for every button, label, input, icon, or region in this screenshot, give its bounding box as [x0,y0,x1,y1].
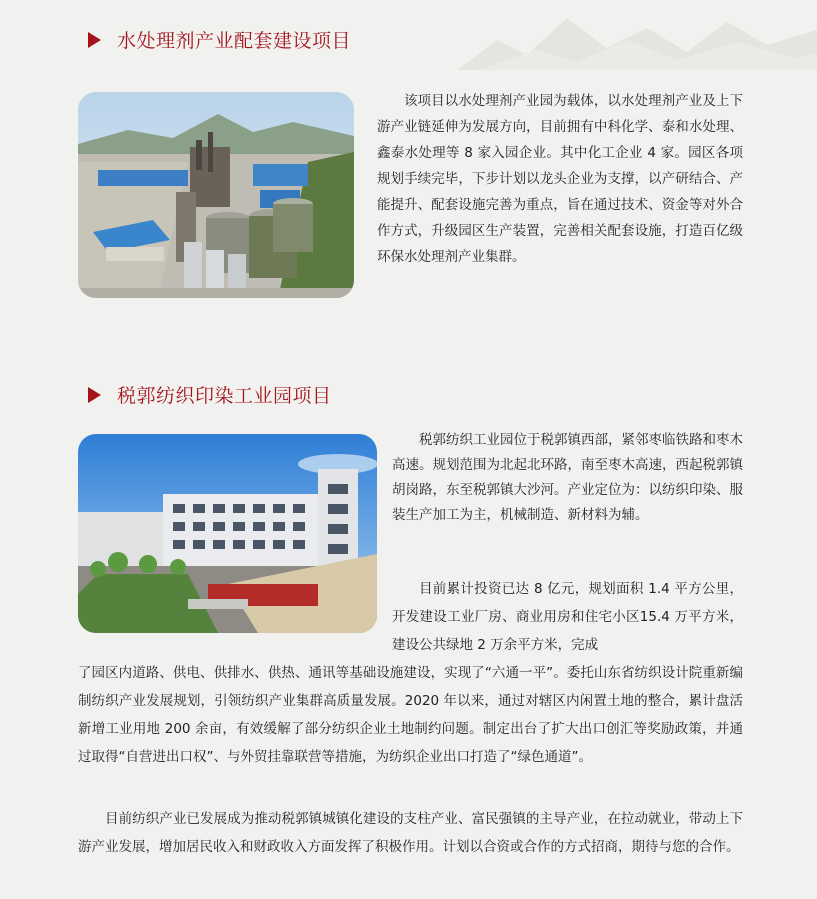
section2-description-location: 税郭纺织工业园位于税郭镇西部，紧邻枣临铁路和枣木高速。规划范围为北起北环路，南至枣木高速，西起税郭镇胡岗路，东至税郭镇大沙河。产业定位为：以纺织印染、服装生产加工为主，机械制造、新材料为辅。 [392,432,743,523]
triangle-right-icon [88,32,101,48]
mountain-decoration [457,0,817,70]
section2-description-infrastructure: 了园区内道路、供电、供排水、供热、通讯等基础设施建设，实现了“六通一平”。委托山东省纺织设计院重新编制纺织产业发展规划，引领纺织产业集群高质量发展。2020 年以来，通过对辖区内闲置土地的整合，累计盘活新增工业用地 200 余亩，有效缓解了部分纺织企业土地制约问题。制定出台了扩大出口创汇等奖励政策，并通过取得“自营进出口权”、与外贸挂靠联营等措施，为纺织企业出口打造了“绿色通道”。 [78,665,743,765]
section-title-text: 水处理剂产业配套建设项目 [117,30,352,52]
triangle-right-icon [88,387,101,403]
section-title-text: 税郭纺织印染工业园项目 [117,385,332,407]
textile-park-photo [78,434,377,633]
section2-description-outlook: 目前纺织产业已发展成为推动税郭镇城镇化建设的支柱产业、富民强镇的主导产业，在拉动就业，带动上下游产业发展，增加居民收入和财政收入方面发挥了积极作用。计划以合资或合作的方式招商，期待与您的合作。 [78,811,743,855]
section-title-water-treatment [88,26,351,53]
chemical-plant-photo [78,92,354,298]
section-title-textile-park [88,381,332,408]
section2-description-investment: 目前累计投资已达 8 亿元，规划面积 1.4 平方公里，开发建设工业厂房、商业用房和住宅小区15.4 万平方米，建设公共绿地 2 万余平方米，完成 [392,581,743,653]
section1-description: 该项目以水处理剂产业园为载体，以水处理剂产业及上下游产业链延伸为发展方向，目前拥有中科化学、泰和水处理、鑫泰水处理等 8 家入园企业。其中化工企业 4 家。园区各项规划手续完毕，下步计划以龙头企业为支撑，以产研结合、产能提升、配套设施完善为重点，旨在通过技术、资金等对外合作方式，升级园区生产装置，完善相关配套设施，打造百亿级环保水处理剂产业集群。 [377,93,743,265]
